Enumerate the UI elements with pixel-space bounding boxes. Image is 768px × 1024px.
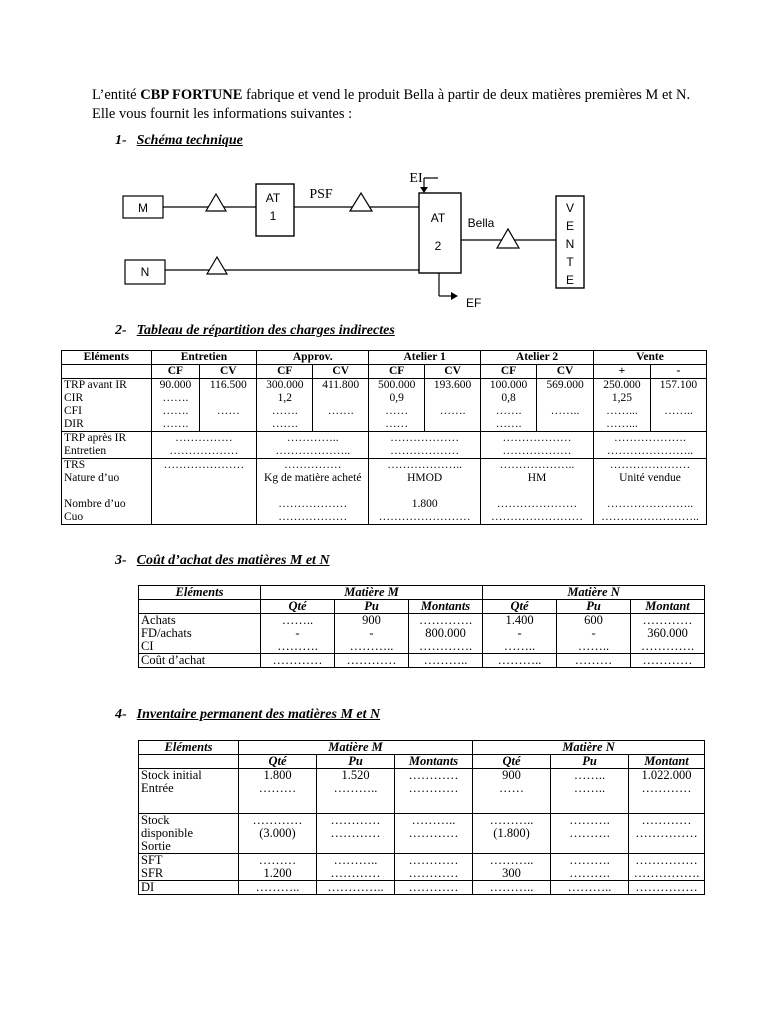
svg-text:E: E: [565, 273, 575, 287]
t4-subheader: Qté: [473, 755, 551, 769]
section-2-heading: 2- Tableau de répartition des charges indirectes: [115, 323, 395, 338]
label-m: M: [138, 201, 148, 215]
t4-subheader: Montants: [395, 755, 473, 769]
table-row: Achats …….. 900 …………. 1.400 600 …………: [139, 614, 705, 628]
t2-subheader: CV: [200, 365, 257, 379]
t3-subheader: Qté: [483, 600, 557, 614]
stock-triangle-bella: [497, 229, 519, 248]
label-at2-b: 2: [434, 239, 442, 253]
t2-subheader: CF: [151, 365, 200, 379]
t2-subheader: CV: [537, 365, 594, 379]
indirect-charges-table: Eléments Entretien Approv. Atelier 1 Atelier 2 Vente CF CV CF CV CF CV CF CV + - TRP avant IR CIR CFI DIR 90.000 ……. ……. ……. 116.500 …… 300.000 1,2 ……. ……. 411.800 ……. 500.000 0,9 …… …… 193.600 ……. 100.000 0,8 ……. ……. 569.000 …….. 250.000 1,25 ……... ……... 157.100 …….. TRP après IR Entretien …………… ……………… ………….. ……………….. ……………… ……………… ……………… ……………… ………………. ………………….. TRS Nature d’uo Nombre d’uo Cuo ………………… …………… Kg de matière acheté ……………… ……………… ……………….. HMOD 1.800 …………………… ……………….. HM ………………… …………………… ………………… Unité vendue ………………….. ……………………..: [61, 350, 707, 525]
t2-subheader: -: [650, 365, 706, 379]
svg-text:T: T: [566, 255, 574, 269]
stock-triangle-n: [207, 257, 227, 274]
label-n: N: [140, 265, 150, 279]
table-row: DI ……….. ………….. ………… ……….. ……….. ……………: [139, 881, 705, 895]
technical-schema-diagram: [0, 160, 768, 310]
t2-subheader: CV: [425, 365, 481, 379]
t2-subheader: CF: [481, 365, 537, 379]
svg-text:V: V: [565, 201, 575, 215]
t4-subheader: Montant: [629, 755, 705, 769]
table-row: FD/achats - - 800.000 - - 360.000: [139, 627, 705, 640]
t4-subheader: Qté: [239, 755, 317, 769]
company-name: CBP FORTUNE: [140, 87, 243, 103]
inventory-table: Eléments Matière M Matière N Qté Pu Montants Qté Pu Montant Stock initial Entrée 1.800 ……… 1.520 ……….. ………… ………… 900 …… …….. …….. 1.022.000 ………… Stock disponible Sortie ………… (3.000) ………… ………… ……….. ………… ……….. (1.800) ………. ………. ………… …………… SFT SFR ……… 1.200 ……….. ………… ………… ………… ……….. 300 ………. ………. …………… ……………. DI ……….. ………….. ………… ……….. ……….. ……………: [138, 740, 705, 895]
label-ei: EI: [409, 171, 423, 186]
t2-subheader: CF: [369, 365, 425, 379]
table-row-group: SFT SFR ……… 1.200 ……….. ………… ………… ………… ……….. 300 ………. ………. …………… …………….: [139, 854, 705, 881]
label-bella: Bella: [467, 216, 495, 230]
t3-subheader: Pu: [557, 600, 631, 614]
label-at1-b: 1: [269, 209, 277, 223]
table-row: CI ………. ……….. …………. …….. …….. ………….: [139, 640, 705, 654]
t2-subheader: +: [593, 365, 650, 379]
section-3-heading: 3- Coût d’achat des matières M et N: [115, 553, 330, 568]
intro-paragraph: L’entité CBP FORTUNE fabrique et vend le produit Bella à partir de deux matières premières M et N. Elle vous fournit les informations suivantes :: [92, 87, 691, 122]
table-row-group: Stock initial Entrée 1.800 ……… 1.520 ……….. ………… ………… 900 …… …….. …….. 1.022.000 …………: [139, 769, 705, 814]
purchase-cost-table: Eléments Matière M Matière N Qté Pu Montants Qté Pu Montant Achats …….. 900 …………. 1.400 600 ………… FD/achats - - 800.000 - - 360.000 CI ………. ……….. …………. …….. …….. …………. Coût d’achat ………… ………… ……….. ……….. ……… …………: [138, 585, 705, 668]
section-1-heading: 1- Schéma technique: [115, 133, 243, 148]
section-4-heading: 4- Inventaire permanent des matières M et N: [115, 707, 381, 722]
svg-text:E: E: [565, 219, 575, 233]
t2-subheader: CF: [257, 365, 313, 379]
t2-subheader: CV: [313, 365, 369, 379]
table-row-group: Stock disponible Sortie ………… (3.000) ………… ………… ……….. ………… ……….. (1.800) ………. ………. ………… ……………: [139, 814, 705, 854]
t4-subheader: Pu: [317, 755, 395, 769]
box-at2: [419, 193, 461, 273]
table-row: Coût d’achat ………… ………… ……….. ……….. ……… …………: [139, 654, 705, 668]
stock-triangle-psf: [350, 193, 372, 211]
t3-subheader: Qté: [261, 600, 335, 614]
label-at2-a: AT: [430, 211, 446, 225]
t3-subheader: Pu: [335, 600, 409, 614]
t3-subheader: Montant: [631, 600, 705, 614]
t3-subheader: Montants: [409, 600, 483, 614]
svg-text:N: N: [565, 237, 575, 251]
stock-triangle-m: [206, 194, 226, 211]
t4-subheader: Pu: [551, 755, 629, 769]
label-psf: PSF: [309, 187, 333, 202]
label-at1-a: AT: [265, 191, 281, 205]
label-ef: EF: [466, 296, 482, 310]
